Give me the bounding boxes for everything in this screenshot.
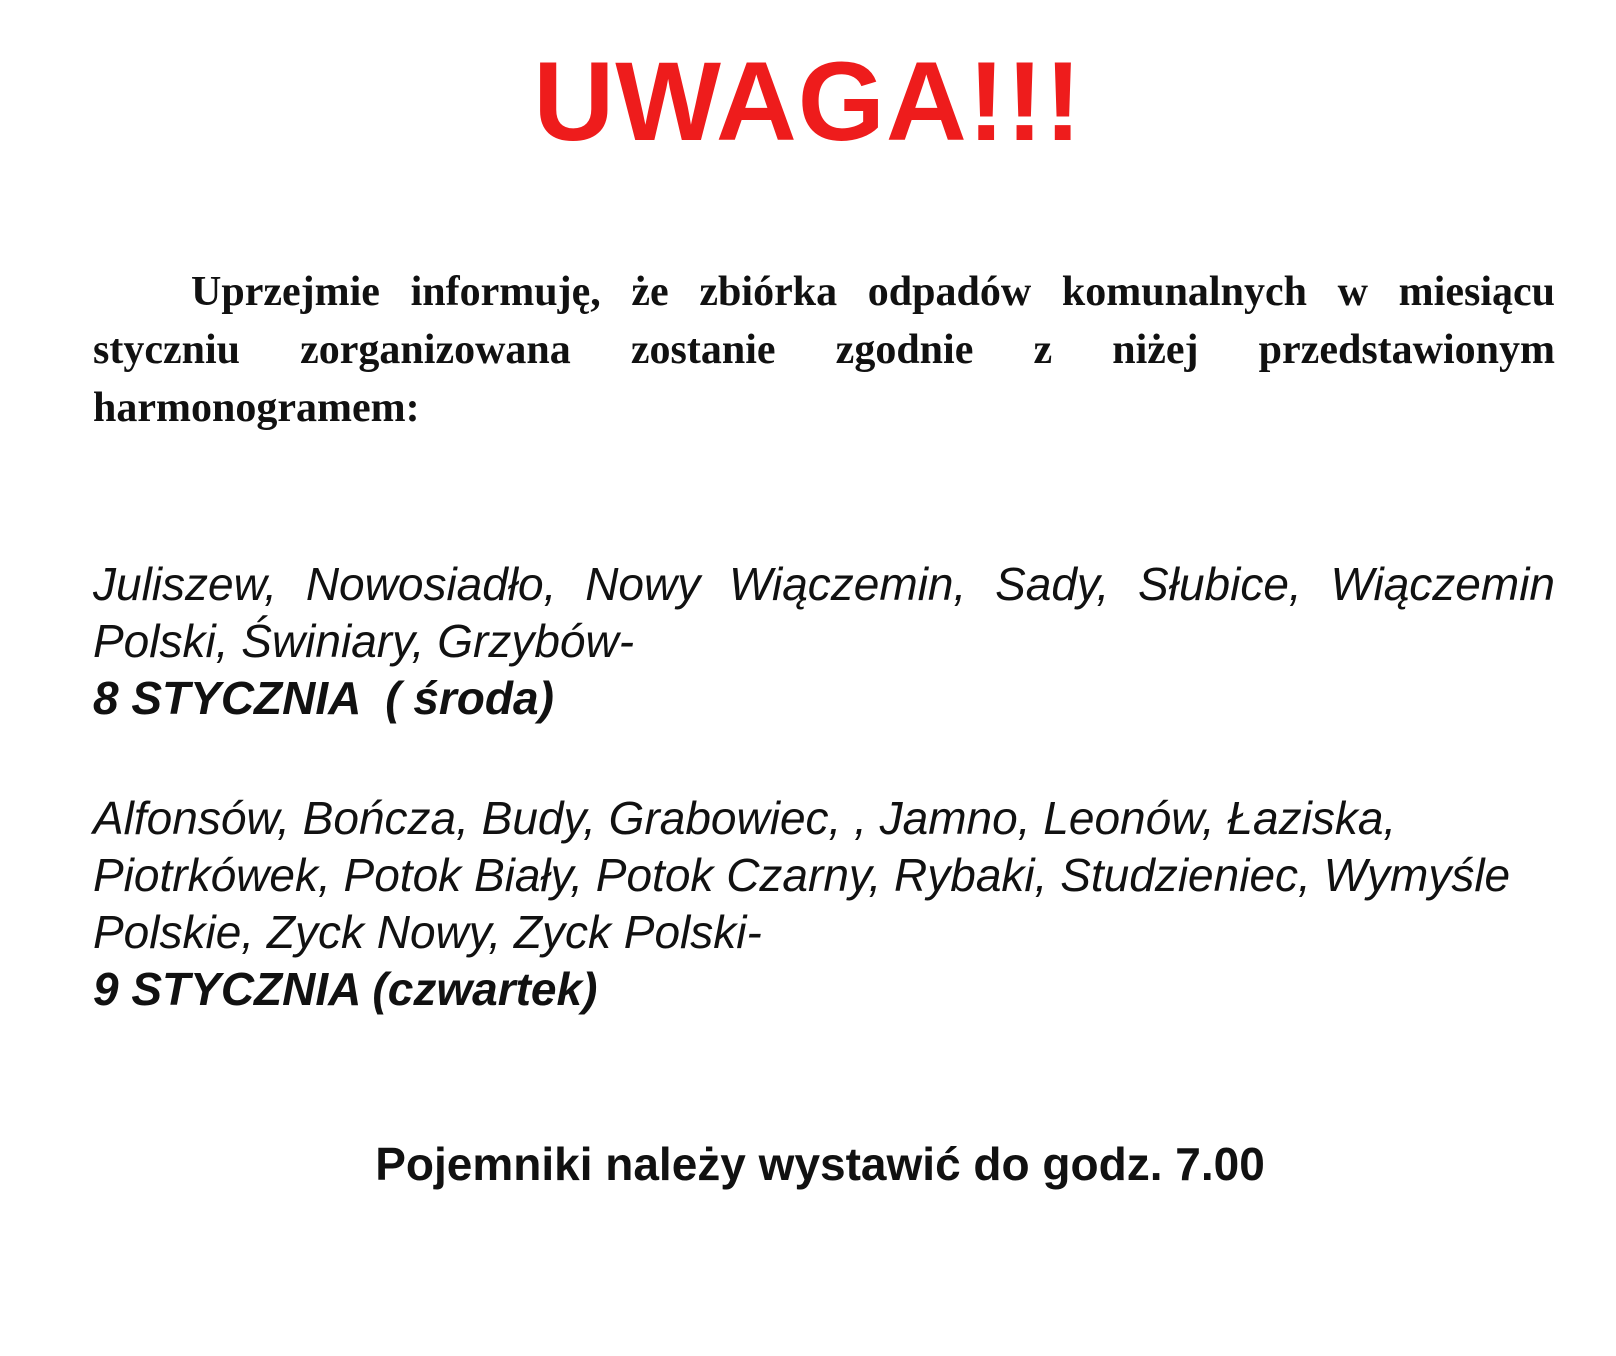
schedule-group-1 <box>93 556 1555 727</box>
notice-title: UWAGA!!! <box>533 39 1083 164</box>
schedule-date-2: 9 STYCZNIA (czwartek) <box>93 963 598 1015</box>
schedule-group-2 <box>93 790 1555 1018</box>
schedule-places-1: Juliszew, Nowosiadło, Nowy Wiączemin, Sady, Słubice, Wiączemin Polski, Świniary, Grzybów- <box>93 558 1555 667</box>
intro-paragraph: Uprzejmie informuję, że zbiórka odpadów komunalnych w miesiącu styczniu zorganizowana zostanie zgodnie z niżej przedstawionym harmonogramem: <box>93 269 1555 431</box>
schedule-places-2: Alfonsów, Bończa, Budy, Grabowiec, , Jamno, Leonów, Łaziska, Piotrkówek, Potok Biały, Potok Czarny, Rybaki, Studzieniec, Wymyśle Polskie, Zyck Nowy, Zyck Polski- <box>93 792 1511 958</box>
footer-note: Pojemniki należy wystawić do godz. 7.00 <box>375 1138 1265 1190</box>
schedule-date-1: 8 STYCZNIA ( środa) <box>93 672 554 724</box>
